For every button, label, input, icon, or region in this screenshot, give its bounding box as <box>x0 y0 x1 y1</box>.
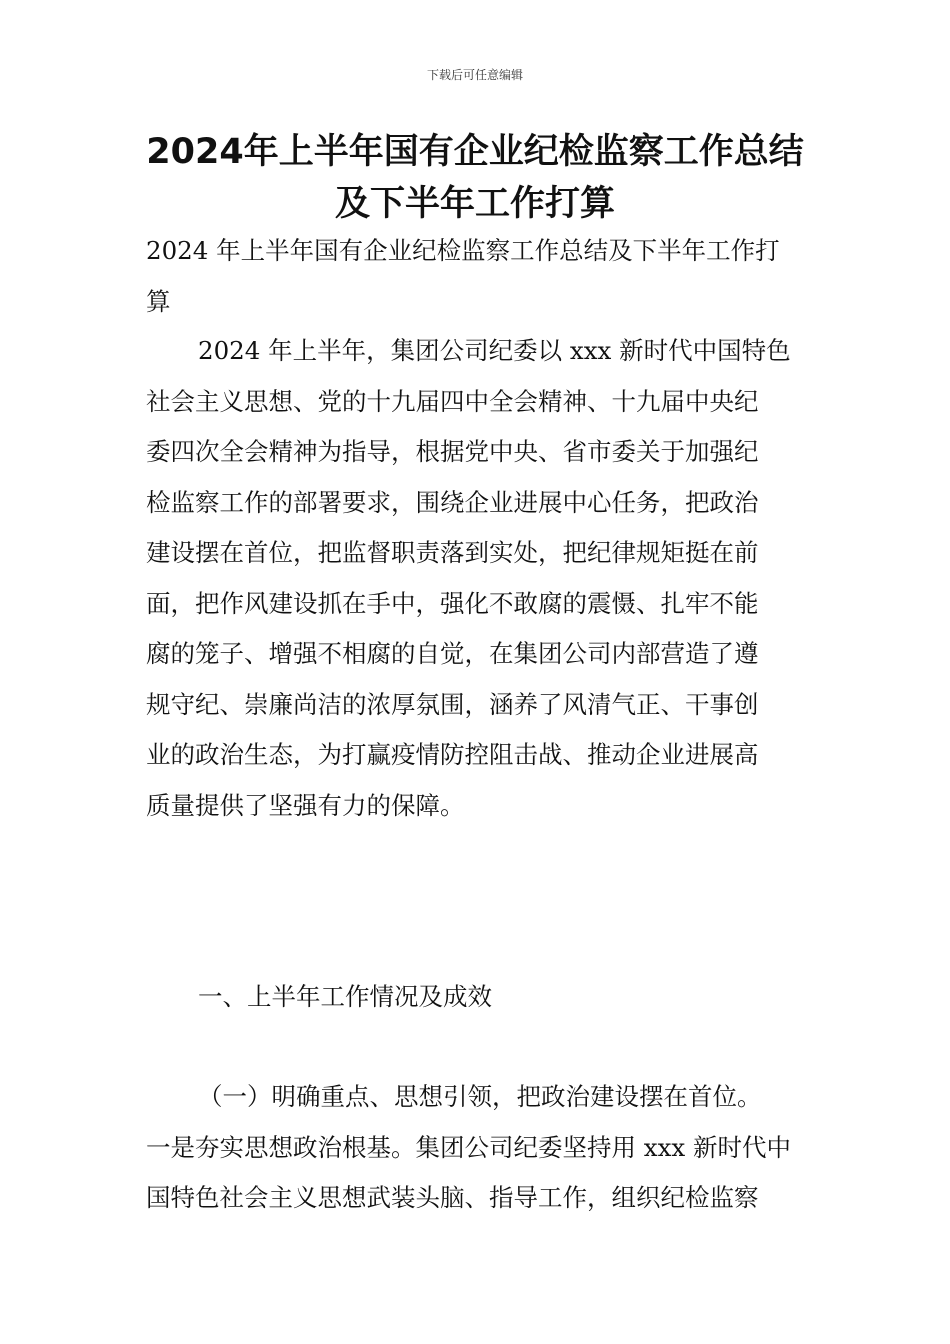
subsection-paragraph <box>146 1072 806 1224</box>
document-title <box>140 126 810 230</box>
document-subtitle <box>146 226 806 327</box>
paragraph-line: （一）明确重点、思想引领，把政治建设摆在首位。 <box>198 1082 762 1111</box>
paragraph-line: 检监察工作的部署要求，围绕企业进展中心任务，把政治 <box>146 487 759 517</box>
paragraph-line: 一是夯实思想政治根基。集团公司纪委坚持用 xxx 新时代中 <box>146 1132 792 1162</box>
paragraph-line: 国特色社会主义思想武装头脑、指导工作，组织纪检监察 <box>146 1183 759 1212</box>
intro-paragraph <box>146 326 806 831</box>
paragraph-line: 面，把作风建设抓在手中，强化不敢腐的震慑、扎牢不能 <box>146 588 759 618</box>
title-line-2: 及下半年工作打算 <box>334 184 615 224</box>
paragraph-line: 业的政治生态，为打赢疫情防控阻击战、推动企业进展高 <box>146 740 759 769</box>
paragraph-line: 规守纪、崇廉尚洁的浓厚氛围，涵养了风清气正、干事创 <box>146 689 759 719</box>
paragraph-line: 腐的笼子、增强不相腐的自觉，在集团公司内部营造了遵 <box>146 639 759 668</box>
subtitle-line-2: 算 <box>146 286 171 316</box>
paragraph-line: 质量提供了坚强有力的保障。 <box>146 790 465 820</box>
paragraph-line: 委四次全会精神为指导，根据党中央、省市委关于加强纪 <box>146 437 759 466</box>
paragraph-line: 社会主义思想、党的十九届四中全会精神、十九届中央纪 <box>146 386 759 416</box>
paragraph-line: 2024 年上半年，集团公司纪委以 xxx 新时代中国特色 <box>198 336 791 365</box>
title-line-1: 2024年上半年国有企业纪检监察工作总结 <box>146 132 804 172</box>
header-note: 下载后可任意编辑 <box>426 68 523 82</box>
subtitle-line-1: 2024 年上半年国有企业纪检监察工作总结及下半年工作打 <box>146 236 780 265</box>
paragraph-line: 建设摆在首位，把监督职责落到实处，把纪律规矩挺在前 <box>146 538 759 567</box>
section-heading <box>146 972 806 1023</box>
section-heading-text: 一、上半年工作情况及成效 <box>198 982 492 1011</box>
